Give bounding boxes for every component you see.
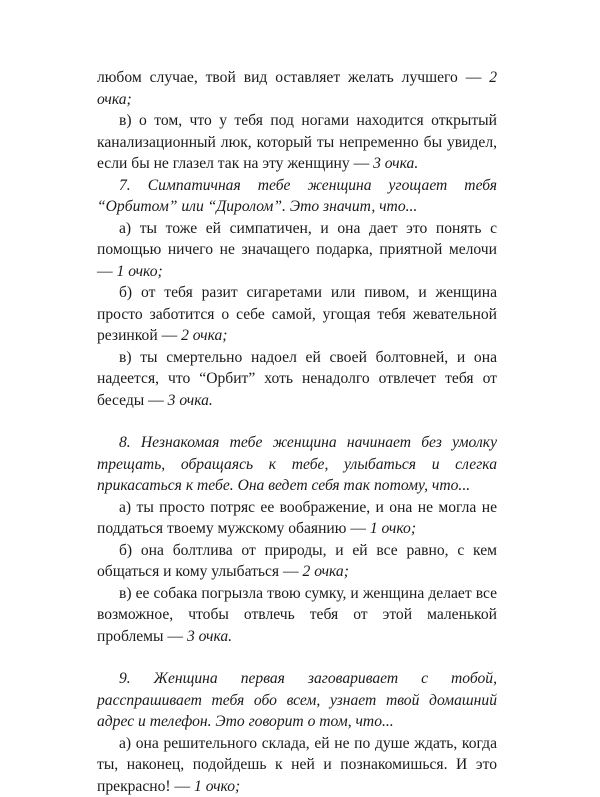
answer-paragraph: а) она решительного склада, ей не по душе ждать, когда ты, наконец, подойдешь к ней и познакомишься. И это прекрасно! — 1 очко; [97,733,497,797]
points-value: 2 очка; [181,327,227,344]
points-value: 3 очка. [373,155,418,172]
points-value: 2 очка; [303,563,349,580]
page-body [97,67,497,797]
answer-paragraph: в) ты смертельно надоел ей своей болтовней, и она надеется, что “Орбит” хоть ненадолго отвлечет тебя от беседы — 3 очка. [97,347,497,412]
question-9: 9. Женщина первая заговаривает с тобой, расспрашивает тебя обо всем, узнает твой домашний адрес и телефон. Это говорит о том, что... [97,668,497,733]
question-7: 7. Симпатичная тебе женщина угощает тебя “Орбитом” или “Диролом”. Это значит, что... [97,175,497,218]
points-value: 3 очка. [168,392,213,409]
answer-paragraph: б) она болтлива от природы, и ей все равно, с кем общаться и кому улыбаться — 2 очка; [97,540,497,583]
points-value: 1 очко; [370,520,416,537]
answer-paragraph: в) о том, что у тебя под ногами находится открытый канализационный люк, который ты непременно бы увидел, если бы не глазел так на эту женщину — 3 очка. [97,110,497,175]
points-value: 2 очка; [97,69,497,108]
answer-paragraph: а) ты просто потряс ее воображение, и она не могла не поддаться твоему мужскому обаянию — 1 очко; [97,497,497,540]
points-value: 1 очко; [194,778,240,795]
points-value: 1 очко; [117,263,163,280]
answer-paragraph: а) ты тоже ей симпатичен, и она дает это понять с помощью ничего не значащего подарка, приятной мелочи — 1 очко; [97,218,497,283]
answer-paragraph: любом случае, твой вид оставляет желать лучшего — 2 очка; [97,67,497,110]
points-value: 3 очка. [187,628,232,645]
answer-paragraph: б) от тебя разит сигаретами или пивом, и женщина просто заботится о себе самой, угощая тебя жевательной резинкой — 2 очка; [97,282,497,347]
answer-paragraph: в) ее собака погрызла твою сумку, и женщина делает все возможное, чтобы отвлечь тебя от этой маленькой проблемы — 3 очка. [97,583,497,648]
question-8: 8. Незнакомая тебе женщина начинает без умолку трещать, обращаясь к тебе, улыбаться и слегка прикасаться к тебе. Она ведет себя так потому, что... [97,432,497,497]
section-spacer [97,647,497,668]
section-spacer [97,411,497,432]
